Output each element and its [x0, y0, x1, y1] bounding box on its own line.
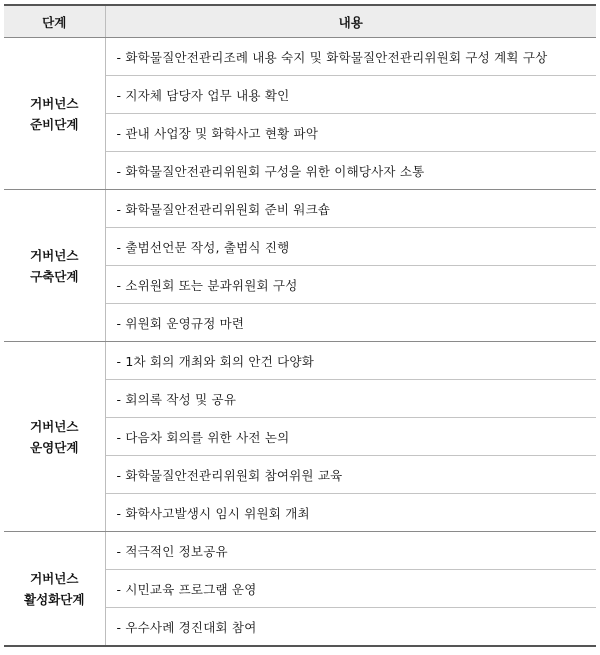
phase-label-line1: 거버넌스 — [30, 570, 79, 586]
phase-cell-operation — [4, 342, 105, 532]
table-row — [4, 342, 596, 380]
content-item: - 1차 회의 개최와 회의 안건 다양화 — [105, 342, 596, 380]
content-item: - 화학물질안전관리위원회 준비 워크숍 — [105, 190, 596, 228]
content-item: - 화학사고발생시 임시 위원회 개최 — [105, 494, 596, 532]
phase-cell-activation — [4, 532, 105, 647]
content-item: - 출범선언문 작성, 출범식 진행 — [105, 228, 596, 266]
phase-label-line1: 거버넌스 — [30, 247, 79, 263]
content-item: - 화학물질안전관리위원회 참여위원 교육 — [105, 456, 596, 494]
content-item: - 화학물질안전관리조례 내용 숙지 및 화학물질안전관리위원회 구성 계획 구상 — [105, 38, 596, 76]
content-item: - 회의록 작성 및 공유 — [105, 380, 596, 418]
content-item: - 우수사례 경진대회 참여 — [105, 608, 596, 647]
phase-label-line2: 구축단계 — [30, 268, 79, 284]
content-item: - 다음차 회의를 위한 사전 논의 — [105, 418, 596, 456]
content-item: - 적극적인 정보공유 — [105, 532, 596, 570]
phase-label-line2: 활성화단계 — [24, 591, 85, 607]
table-header-row — [4, 5, 596, 38]
table-row — [4, 190, 596, 228]
governance-table-container — [4, 4, 596, 647]
phase-cell-preparation — [4, 38, 105, 190]
phase-cell-construction — [4, 190, 105, 342]
content-item: - 지자체 담당자 업무 내용 확인 — [105, 76, 596, 114]
governance-stage-table — [4, 4, 596, 647]
phase-label-line1: 거버넌스 — [30, 95, 79, 111]
content-item: - 위원회 운영규정 마련 — [105, 304, 596, 342]
table-row — [4, 38, 596, 76]
table-row — [4, 532, 596, 570]
content-item: - 소위원회 또는 분과위원회 구성 — [105, 266, 596, 304]
phase-label-line2: 준비단계 — [30, 116, 79, 132]
phase-label-line1: 거버넌스 — [30, 418, 79, 434]
header-content: 내용 — [105, 5, 596, 38]
phase-label-line2: 운영단계 — [30, 439, 79, 455]
content-item: - 관내 사업장 및 화학사고 현황 파악 — [105, 114, 596, 152]
content-item: - 화학물질안전관리위원회 구성을 위한 이해당사자 소통 — [105, 152, 596, 190]
content-item: - 시민교육 프로그램 운영 — [105, 570, 596, 608]
header-phase: 단계 — [4, 5, 105, 38]
